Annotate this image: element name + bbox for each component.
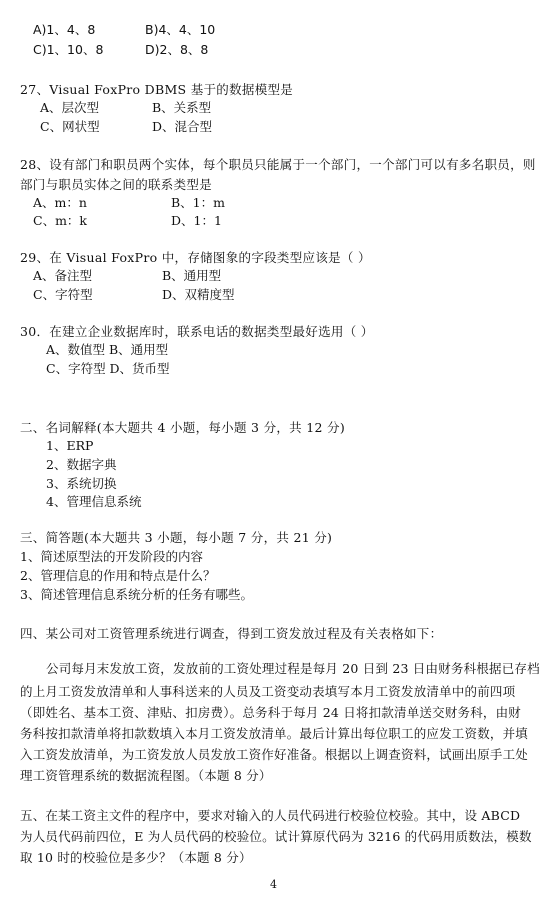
q28-option-a: A、m：n: [33, 195, 87, 210]
q29-option-d: D、双精度型: [162, 287, 235, 302]
q26-option-b: B)4、4、10: [145, 22, 216, 37]
section4-paragraph-line: 公司每月末发放工资，发放前的工资处理过程是每月 20 日到 23 日由财务科根据已存档: [46, 661, 540, 676]
q30-options-row2: C、字符型 D、货币型: [46, 361, 170, 376]
q28-option-b: B、1：m: [171, 195, 225, 210]
q26-option-c: C)1、10、8: [33, 42, 104, 57]
section5-paragraph-line: 取 10 时的校验位是多少？（本题 8 分）: [20, 850, 252, 865]
q27-option-c: C、网状型: [40, 119, 100, 134]
q29-option-c: C、字符型: [33, 287, 93, 302]
q26-option-d: D)2、8、8: [145, 42, 209, 57]
q27-option-d: D、混合型: [152, 119, 213, 134]
section4-heading: 四、某公司对工资管理系统进行调查，得到工资发放过程及有关表格如下：: [20, 626, 443, 641]
q29-stem: 29、在 Visual FoxPro 中，存储图象的字段类型应该是（ ）: [20, 250, 371, 265]
section4-paragraph-line: 务科按扣款清单将扣款数填入本月工资发放清单。最后计算出每位职工的应发工资数，并填: [20, 726, 529, 741]
section4-paragraph-line: （即姓名、基本工资、津贴、扣房费）。总务科于每月 24 日将扣款清单送交财务科，由财: [20, 705, 522, 720]
section3-item: 2、管理信息的作用和特点是什么？: [20, 568, 216, 583]
q29-option-a: A、备注型: [33, 268, 93, 283]
page-number: 4: [270, 878, 277, 891]
q27-option-b: B、关系型: [152, 100, 212, 115]
q28-option-c: C、m：k: [33, 213, 87, 228]
q30-stem: 30．在建立企业数据库时，联系电话的数据类型最好选用（ ）: [20, 324, 374, 339]
section4-paragraph-line: 入工资发放清单，为工资发放人员发放工资作好准备。根据以上调查资料，试画出原手工处: [20, 747, 529, 762]
section5-paragraph-line: 五、在某工资主文件的程序中，要求对输入的人员代码进行校验位校验。其中，设 ABCD: [20, 808, 521, 823]
section2-item: 3、系统切换: [46, 476, 117, 491]
q28-stem-line1: 28、设有部门和职员两个实体，每个职员只能属于一个部门，一个部门可以有多名职员，则: [20, 157, 536, 172]
section3-item: 1、简述原型法的开发阶段的内容: [20, 549, 203, 564]
section2-item: 2、数据字典: [46, 457, 117, 472]
section2-item: 4、管理信息系统: [46, 494, 142, 509]
section2-item: 1、ERP: [46, 438, 94, 453]
section2-heading: 二、名词解释(本大题共 4 小题，每小题 3 分，共 12 分): [20, 420, 346, 435]
q27-option-a: A、层次型: [40, 100, 100, 115]
section5-paragraph-line: 为人员代码前四位，E 为人员代码的校验位。试计算原代码为 3216 的代码用质数法，模数: [20, 829, 532, 844]
section4-paragraph-line: 的上月工资发放清单和人事科送来的人员及工资变动表填写本月工资发放清单中的前四项: [20, 684, 516, 699]
section3-item: 3、简述管理信息系统分析的任务有哪些。: [20, 587, 253, 602]
q28-stem-line2: 部门与职员实体之间的联系类型是: [20, 177, 213, 192]
section4-paragraph-line: 理工资管理系统的数据流程图。（本题 8 分）: [20, 768, 272, 783]
section3-heading: 三、简答题(本大题共 3 小题，每小题 7 分，共 21 分): [20, 530, 333, 545]
q27-stem: 27、Visual FoxPro DBMS 基于的数据模型是: [20, 82, 294, 97]
q26-option-a: A)1、4、8: [33, 22, 96, 37]
q28-option-d: D、1：1: [171, 213, 222, 228]
q29-option-b: B、通用型: [162, 268, 222, 283]
q30-options-row1: A、数值型 B、通用型: [46, 342, 169, 357]
